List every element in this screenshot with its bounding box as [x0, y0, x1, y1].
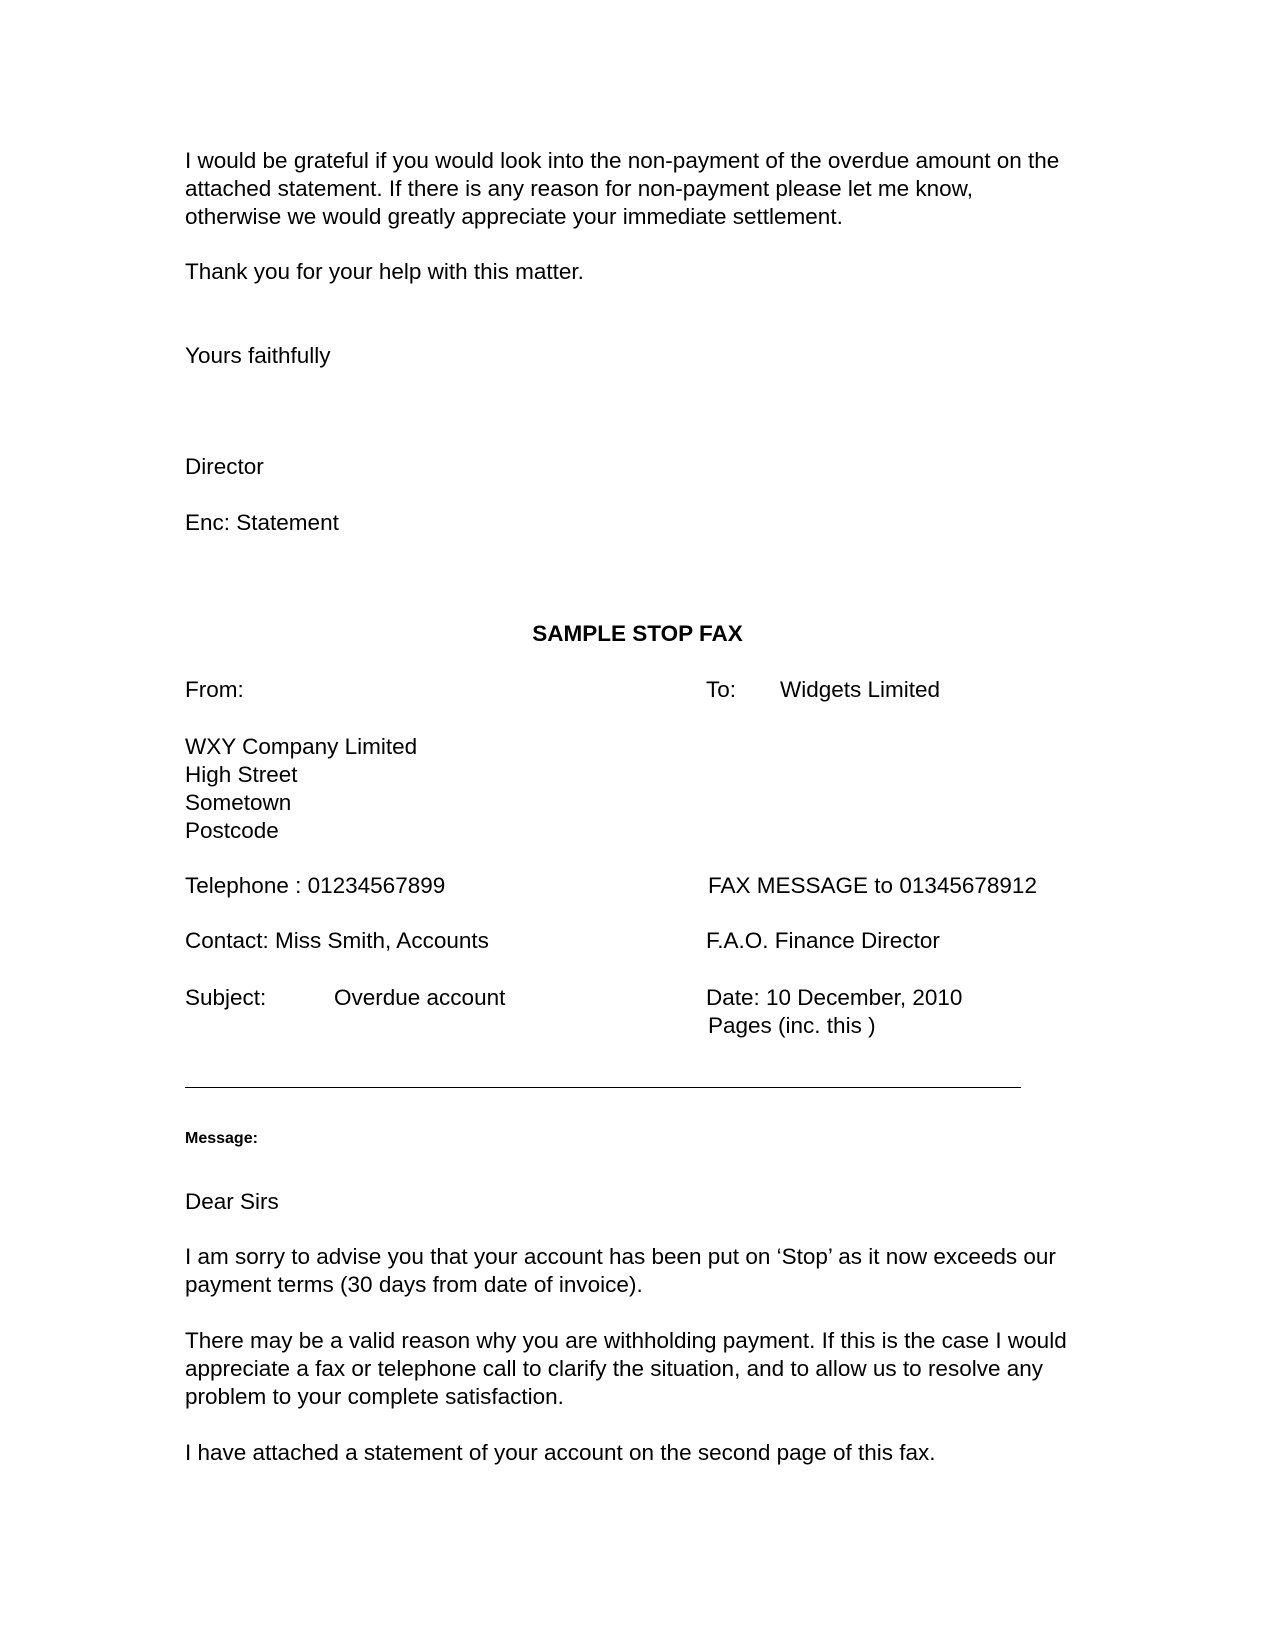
fax-body-line: payment terms (30 days from date of invoice). — [185, 1272, 643, 1297]
fax-body-line: I have attached a statement of your account on the second page of this fax. — [185, 1440, 936, 1465]
fax-body-line: appreciate a fax or telephone call to clarify the situation, and to allow us to resolve any — [185, 1356, 1043, 1381]
divider-line — [185, 1087, 1021, 1088]
sender-town: Sometown — [185, 790, 292, 815]
letter-paragraph-line: attached statement. If there is any reason for non-payment please let me know, — [185, 176, 973, 201]
sender-postcode: Postcode — [185, 818, 279, 843]
sender-street: High Street — [185, 762, 298, 787]
message-label: Message: — [185, 1130, 258, 1147]
fax-body-line: There may be a valid reason why you are withholding payment. If this is the case I would — [185, 1328, 1067, 1353]
letter-paragraph-line: I would be grateful if you would look into the non-payment of the overdue amount on the — [185, 148, 1060, 173]
fax-contact: Contact: Miss Smith, Accounts — [185, 928, 489, 953]
letter-closing: Yours faithfully — [185, 343, 331, 368]
fax-fao: F.A.O. Finance Director — [706, 928, 940, 953]
fax-telephone: Telephone : 01234567899 — [185, 873, 446, 898]
fax-date: Date: 10 December, 2010 — [706, 985, 963, 1010]
sender-company: WXY Company Limited — [185, 734, 418, 759]
letter-paragraph-line: otherwise we would greatly appreciate your immediate settlement. — [185, 204, 843, 229]
letter-signatory-title: Director — [185, 454, 264, 479]
fax-to-value: Widgets Limited — [780, 677, 941, 702]
fax-pages: Pages (inc. this ) — [708, 1013, 876, 1038]
fax-to-label: To: — [706, 677, 737, 702]
letter-enclosure: Enc: Statement — [185, 510, 339, 535]
fax-body-line: problem to your complete satisfaction. — [185, 1384, 564, 1409]
fax-body-line: I am sorry to advise you that your account has been put on ‘Stop’ as it now exceeds our — [185, 1244, 1056, 1269]
fax-subject-label: Subject: — [185, 985, 267, 1010]
fax-salutation: Dear Sirs — [185, 1189, 279, 1214]
fax-subject-value: Overdue account — [334, 985, 506, 1010]
letter-thanks: Thank you for your help with this matter. — [185, 259, 584, 284]
fax-title: SAMPLE STOP FAX — [532, 621, 743, 646]
fax-from-label: From: — [185, 677, 244, 702]
fax-message-number: FAX MESSAGE to 01345678912 — [708, 873, 1037, 898]
